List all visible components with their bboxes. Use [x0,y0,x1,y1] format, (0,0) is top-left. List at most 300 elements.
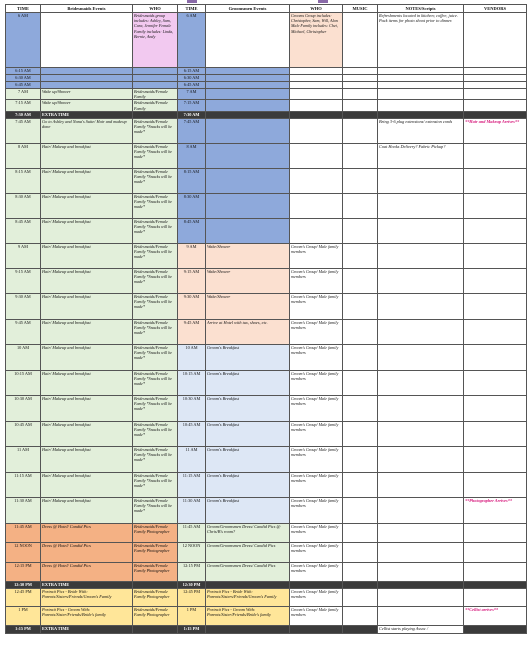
event-cell [41,82,133,89]
music-cell [343,523,378,543]
vendors-cell [464,472,527,498]
vendors-cell [464,168,527,193]
extra-time-label: EXTRA TIME [41,626,133,634]
vendors-cell [464,68,527,75]
table-row [6,294,527,320]
notes-cell [378,370,464,396]
notes-cell [378,82,464,89]
music-cell [343,268,378,293]
who-cell: Bridesmaids/Female Family Photographer [133,562,178,582]
time-cell: 6 AM [6,13,41,68]
music-cell [343,543,378,563]
notes-cell [378,319,464,345]
who-cell: Groom's Group/ Male family members [290,370,343,396]
vendors-cell [464,543,527,563]
who-cell: Bridesmaids/Female Family *Snacks will be made* [133,168,178,193]
event-cell: Wake/Shower [206,243,290,268]
event-cell: Wake up/Shower [41,100,133,111]
event-cell: Wake/Shower [206,268,290,293]
music-cell [343,168,378,193]
who-cell: Bridesmaids/Female Family *Snacks will be made* [133,345,178,371]
event-cell: Hair/ Makeup and breakfast [41,243,133,268]
extra-time-row [6,626,527,634]
time-cell: 11:30 AM [178,498,206,524]
who-cell: Bridesmaids/Female Family *Snacks will be made* [133,472,178,498]
notes-cell [378,589,464,607]
who-cell: Groom's Group/ Male family members [290,294,343,320]
time-cell: 6:30 AM [178,75,206,82]
who-cell: Bridesmaids/Female Family [133,89,178,100]
notes-cell [378,543,464,563]
vendors-cell [464,100,527,111]
table-row [6,447,527,473]
event-cell: Hair/ Makeup and breakfast [41,345,133,371]
time-cell: 11:45 AM [6,523,41,543]
table-row [6,68,527,75]
table-row [6,243,527,268]
music-cell [343,68,378,75]
event-cell: Arrive at Hotel with tux, shoes, etc. [206,319,290,345]
time-cell: 8 AM [6,143,41,168]
who-cell: Bridesmaids/Female Family *Snacks will be made* [133,421,178,447]
notes-cell [378,218,464,243]
table-row [6,370,527,396]
notes-cell [378,498,464,524]
table-row [6,396,527,422]
music-cell [343,193,378,218]
event-cell: Hair/ Makeup and breakfast [41,319,133,345]
time-cell: 10:30 AM [178,396,206,422]
who-cell [133,75,178,82]
time-cell: 11:15 AM [6,472,41,498]
extra-time-row [6,111,527,118]
time-cell: 11:15 AM [178,472,206,498]
notes-cell [378,111,464,118]
who-cell [290,168,343,193]
event-cell: Groom's Breakfast [206,447,290,473]
time-cell: 9 AM [178,243,206,268]
who-cell [290,89,343,100]
event-cell: Hair/ Makeup and breakfast [41,447,133,473]
who-cell: Bridesmaids/Female Family *Snacks will be made* [133,143,178,168]
event-cell [41,68,133,75]
time-cell: 9:45 AM [178,319,206,345]
notes-cell [378,68,464,75]
table-row [6,543,527,563]
music-cell [343,582,378,589]
vendors-cell: **Hair and Makeup Arrives** [464,118,527,143]
notes-cell [378,396,464,422]
table-row [6,193,527,218]
who-cell [290,68,343,75]
table-row [6,89,527,100]
who-cell [133,626,178,634]
vendors-cell [464,370,527,396]
time-cell: 1 PM [178,607,206,626]
table-row [6,498,527,524]
event-cell: Hair/ Makeup and breakfast [41,143,133,168]
time-cell: 6:15 AM [6,68,41,75]
vendors-cell [464,562,527,582]
header-row [6,5,527,13]
time-cell: 9:45 AM [6,319,41,345]
who-cell [290,100,343,111]
table-row [6,268,527,293]
music-cell [343,421,378,447]
music-cell [343,243,378,268]
event-cell: Hair/ Makeup and breakfast [41,218,133,243]
notes-cell [378,268,464,293]
vendors-cell: **Photographer Arrives** [464,498,527,524]
event-cell: Hair/ Makeup and breakfast [41,168,133,193]
time-cell: 9:15 AM [178,268,206,293]
event-cell: Groom's Breakfast [206,472,290,498]
notes-cell: Coat Hooks Delivery? Fabric Pickup? [378,143,464,168]
time-cell: 12:30 PM [6,582,41,589]
who-cell: Bridesmaids/Female Family *Snacks will be made* [133,396,178,422]
time-cell: 11:45 AM [178,523,206,543]
notes-cell [378,447,464,473]
notes-cell: Refreshments located in kitchen; coffee, juice. Pack items for photo shoot prior to dinner. [378,13,464,68]
who-cell [290,582,343,589]
music-cell [343,626,378,634]
time-cell: 10:30 AM [6,396,41,422]
event-cell: Groom/Groomsmen Dress/ Candid Pics @ Chris/B's room? [206,523,290,543]
who-cell: Groom's Group/ Male family members [290,319,343,345]
vendors-cell [464,268,527,293]
event-cell [206,118,290,143]
notes-cell [378,294,464,320]
who-cell: Groom's Group/ Male family members [290,607,343,626]
event-cell: Hair/ Makeup and breakfast [41,421,133,447]
music-cell [343,562,378,582]
vendors-cell [464,243,527,268]
time-cell: 12 NOON [178,543,206,563]
who-cell [290,75,343,82]
vendors-cell [464,89,527,100]
who-cell: Groom's Group/ Male family members [290,396,343,422]
time-cell: 8:45 AM [178,218,206,243]
vendors-cell [464,218,527,243]
header-groomsmen-events: Groomsmen Events [206,5,290,13]
event-cell [206,626,290,634]
who-cell: Bridesmaids/Female Family [133,100,178,111]
vendors-cell [464,523,527,543]
notes-cell [378,168,464,193]
who-cell: Bridesmaids/Female Family Photographer [133,589,178,607]
time-cell: 8:15 AM [178,168,206,193]
event-cell: Groom's Breakfast [206,370,290,396]
who-cell: Bridesmaids/Female Family *Snacks will be made* [133,447,178,473]
time-cell: 12:15 PM [6,562,41,582]
time-cell: 10:15 AM [6,370,41,396]
vendors-cell [464,396,527,422]
vendors-cell [464,447,527,473]
who-cell: Bridesmaids/Female Family Photographer [133,607,178,626]
event-cell [206,89,290,100]
event-cell: Portrait Pics - Groom With: Parents/Sister/Friends/Bride's family [206,607,290,626]
who-cell: Bridesmaids/Female Family *Snacks will be made* [133,268,178,293]
event-cell [206,582,290,589]
time-cell: 7:30 AM [178,111,206,118]
who-cell: Bridesmaids/Female Family *Snacks will be made* [133,498,178,524]
vendors-cell [464,582,527,589]
time-cell: 10:45 AM [6,421,41,447]
table-row [6,218,527,243]
event-cell [206,13,290,68]
who-cell: Bridesmaids group includes: Ashley, Sam, Cara, Jennifer Female Family includes: Linda, Bernie, Andy [133,13,178,68]
event-cell: Groom/Groomsmen Dress/ Candid Pics [206,543,290,563]
event-cell: Hair/ Makeup and breakfast [41,498,133,524]
event-cell [41,75,133,82]
event-cell [206,143,290,168]
time-cell: 9 AM [6,243,41,268]
who-cell: Groom's Group/ Male family members [290,523,343,543]
event-cell: Wake up/Shower [41,89,133,100]
notes-cell [378,193,464,218]
who-cell [290,193,343,218]
music-cell [343,498,378,524]
who-cell [290,82,343,89]
event-cell: Hair/ Makeup and breakfast [41,268,133,293]
table-row [6,82,527,89]
who-cell [290,118,343,143]
event-cell [206,111,290,118]
table-row [6,523,527,543]
notes-cell [378,89,464,100]
who-cell: Groom's Group/ Male family members [290,472,343,498]
table-row [6,143,527,168]
vendors-cell [464,589,527,607]
header-notes: NOTES/Scripts [378,5,464,13]
vendors-cell [464,294,527,320]
notes-cell [378,345,464,371]
music-cell [343,218,378,243]
vendors-cell [464,143,527,168]
event-cell: Portrait Pics - Bride With: Parents/Sisters/Friends/Groom's Family [41,589,133,607]
notes-cell [378,472,464,498]
schedule-block-afternoon [5,606,527,634]
music-cell [343,607,378,626]
notes-cell [378,243,464,268]
header-who: WHO [290,5,343,13]
who-cell: Groom's Group/ Male family members [290,268,343,293]
vendors-cell [464,82,527,89]
time-cell: 11 AM [6,447,41,473]
notes-cell [378,75,464,82]
schedule-block-morning [5,4,527,294]
time-cell: 1 PM [6,607,41,626]
table-row [6,472,527,498]
who-cell: Bridesmaids/Female Family *Snacks will be made* [133,118,178,143]
event-cell: Hair/ Makeup and breakfast [41,294,133,320]
event-cell [206,75,290,82]
table-row [6,75,527,82]
music-cell [343,447,378,473]
who-cell [133,582,178,589]
event-cell [206,82,290,89]
event-cell: Portrait Pics - Bride With: Parents/Sisters/Friends/Groom's Family [206,589,290,607]
vendors-cell [464,319,527,345]
event-cell: Go to Ashley and Nana's Suite/ Hair and makeup done [41,118,133,143]
table-row [6,607,527,626]
time-cell: 9:15 AM [6,268,41,293]
time-cell: 12:45 PM [6,589,41,607]
event-cell [41,13,133,68]
who-cell: Groom's Group/ Male family members [290,243,343,268]
who-cell: Bridesmaids/Female Family Photographer [133,523,178,543]
event-cell: Wake/Shower [206,294,290,320]
event-cell: Dress @ Hotel/ Candid Pics [41,562,133,582]
who-cell: Bridesmaids/Female Family *Snacks will be made* [133,319,178,345]
music-cell [343,370,378,396]
who-cell: Groom's Group/ Male family members [290,562,343,582]
who-cell: Bridesmaids/Female Family Photographer [133,543,178,563]
time-cell: 6:45 AM [178,82,206,89]
event-cell: Dress @ Hotel/ Candid Pics [41,523,133,543]
time-cell: 7:15 AM [6,100,41,111]
notes-cell [378,582,464,589]
notes-cell [378,562,464,582]
vendors-cell: **Cellist arrives** [464,607,527,626]
event-cell [206,218,290,243]
extra-time-row [6,582,527,589]
header-music: MUSIC [343,5,378,13]
table-row [6,13,527,68]
event-cell: Groom's Breakfast [206,498,290,524]
time-cell: 10 AM [178,345,206,371]
who-cell [133,82,178,89]
extra-time-label: EXTRA TIME [41,111,133,118]
music-cell [343,100,378,111]
header-vendors: VENDORS [464,5,527,13]
music-cell [343,82,378,89]
time-cell: 12:30 PM [178,582,206,589]
notes-cell: Cellist starts playing Assoc / [378,626,464,634]
who-cell [290,218,343,243]
notes-cell [378,607,464,626]
music-cell [343,118,378,143]
time-cell: 7:30 AM [6,111,41,118]
time-cell: 12:45 PM [178,589,206,607]
who-cell: Groom's Group/ Male family members [290,589,343,607]
time-cell: 12:15 PM [178,562,206,582]
who-cell: Groom's Group/ Male family members [290,421,343,447]
extra-time-label: EXTRA TIME [41,582,133,589]
time-cell: 1:15 PM [6,626,41,634]
event-cell: Hair/ Makeup and breakfast [41,370,133,396]
music-cell [343,472,378,498]
table-row [6,168,527,193]
notes-cell [378,523,464,543]
who-cell: Groom's Group/ Male family members [290,543,343,563]
time-cell: 12 NOON [6,543,41,563]
music-cell [343,89,378,100]
event-cell: Groom's Breakfast [206,421,290,447]
event-cell: Dress @ Hotel/ Candid Pics [41,543,133,563]
who-cell: Groom's Group/ Male family members [290,498,343,524]
music-cell [343,111,378,118]
event-cell: Portrait Pics - Groom With: Parents/Sister/Friends/Bride's family [41,607,133,626]
music-cell [343,75,378,82]
who-cell: Grooms Group includes: Christopher, Sam, Will, Alan Male Family includes: Chet, Michael, Christopher [290,13,343,68]
time-cell: 6 AM [178,13,206,68]
event-cell [206,100,290,111]
event-cell: Hair/ Makeup and breakfast [41,396,133,422]
header-bridesmaids-events: Bridesmaids Events [41,5,133,13]
event-cell: Hair/ Makeup and breakfast [41,193,133,218]
event-cell [206,68,290,75]
who-cell: Bridesmaids/Female Family *Snacks will be made* [133,243,178,268]
time-cell: 9:30 AM [6,294,41,320]
table-row [6,118,527,143]
time-cell: 7:15 AM [178,100,206,111]
who-cell: Bridesmaids/Female Family *Snacks will be made* [133,370,178,396]
vendors-cell [464,13,527,68]
table-row [6,589,527,607]
header-time: TIME [178,5,206,13]
time-cell: 10:45 AM [178,421,206,447]
time-cell: 7 AM [6,89,41,100]
time-cell: 6:45 AM [6,82,41,89]
who-cell: Groom's Group/ Male family members [290,345,343,371]
time-cell: 6:15 AM [178,68,206,75]
vendors-cell [464,75,527,82]
event-cell: Groom/Groomsmen Dress/ Candid Pics [206,562,290,582]
event-cell: Groom's Breakfast [206,396,290,422]
music-cell [343,319,378,345]
music-cell [343,13,378,68]
vendors-cell [464,421,527,447]
notes-cell: Bring 3-6 plug extensions/ extension cords [378,118,464,143]
time-cell: 11:30 AM [6,498,41,524]
time-cell: 6:30 AM [6,75,41,82]
time-cell: 10:15 AM [178,370,206,396]
music-cell [343,143,378,168]
who-cell: Groom's Group/ Male family members [290,447,343,473]
table-row [6,562,527,582]
who-cell: Bridesmaids/Female Family *Snacks will be made* [133,218,178,243]
who-cell [133,111,178,118]
time-cell: 1:15 PM [178,626,206,634]
who-cell [290,143,343,168]
vendors-cell [464,193,527,218]
time-cell: 8:15 AM [6,168,41,193]
time-cell: 7:45 AM [6,118,41,143]
music-cell [343,589,378,607]
header-who: WHO [133,5,178,13]
table-row [6,345,527,371]
time-cell: 8:30 AM [6,193,41,218]
music-cell [343,345,378,371]
event-cell: Groom's Breakfast [206,345,290,371]
vendors-cell [464,111,527,118]
table-row [6,421,527,447]
who-cell [290,626,343,634]
time-cell: 8 AM [178,143,206,168]
event-cell: Hair/ Makeup and breakfast [41,472,133,498]
time-cell: 9:30 AM [178,294,206,320]
vendors-cell [464,626,527,634]
table-row [6,100,527,111]
notes-cell [378,100,464,111]
time-cell: 7 AM [178,89,206,100]
who-cell [290,111,343,118]
time-cell: 8:45 AM [6,218,41,243]
time-cell: 10 AM [6,345,41,371]
vendors-cell [464,345,527,371]
who-cell: Bridesmaids/Female Family *Snacks will be made* [133,193,178,218]
